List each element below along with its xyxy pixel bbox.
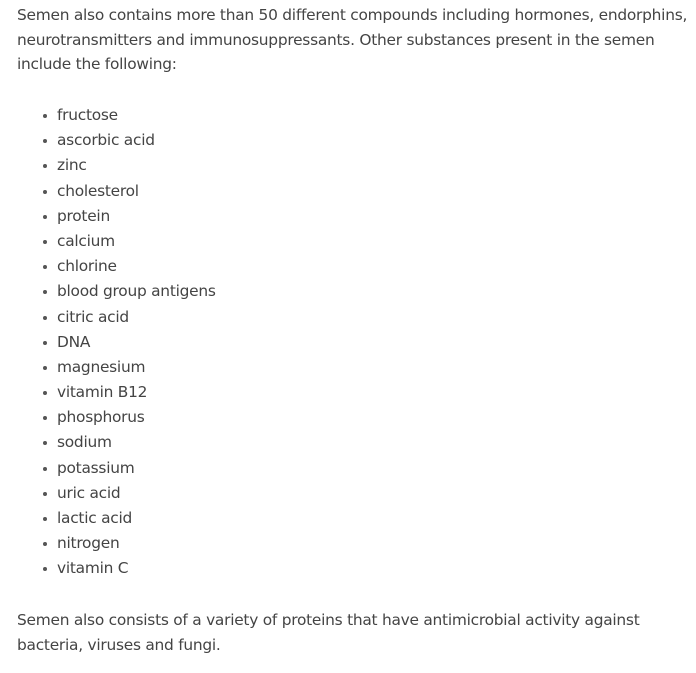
list-item — [17, 506, 216, 531]
list-item-label: vitamin C — [57, 559, 129, 578]
list-item — [17, 405, 216, 430]
list-item-label: DNA — [57, 332, 91, 351]
intro-line: Semen also contains more than 50 different compounds including hormones, endorphins, — [17, 6, 688, 24]
list-item — [17, 430, 216, 455]
closing-line: Semen also consists of a variety of proteins that have antimicrobial activity against — [17, 611, 640, 629]
closing-line: bacteria, viruses and fungi. — [17, 635, 221, 654]
list-item-label: lactic acid — [57, 509, 133, 527]
list-item — [17, 279, 216, 304]
list-item — [17, 380, 216, 405]
bullet-icon — [43, 164, 47, 168]
list-item-label: phosphorus — [57, 408, 145, 427]
list-item-label: fructose — [57, 106, 118, 124]
list-item — [17, 254, 216, 279]
bullet-icon — [43, 139, 47, 143]
bullet-icon — [43, 215, 47, 219]
closing-paragraph — [17, 608, 639, 657]
intro-line: neurotransmitters and immunosuppressants. Other substances present in the semen — [17, 30, 655, 49]
list-item — [17, 229, 216, 254]
list-item — [17, 153, 216, 178]
bullet-icon — [43, 391, 47, 395]
bullet-icon — [43, 517, 47, 521]
list-item-label: ascorbic acid — [57, 131, 155, 150]
bullet-icon — [43, 492, 47, 496]
list-item — [17, 481, 216, 506]
bullet-icon — [43, 467, 47, 471]
bullet-icon — [43, 542, 47, 546]
list-item-label: cholesterol — [57, 181, 139, 200]
bullet-icon — [43, 114, 47, 118]
list-item — [17, 103, 216, 128]
bullet-icon — [43, 316, 47, 320]
list-item — [17, 305, 216, 330]
list-item — [17, 330, 216, 355]
list-item — [17, 456, 216, 481]
bullet-icon — [43, 240, 47, 244]
list-item-label: vitamin B12 — [57, 383, 148, 402]
list-item-label: potassium — [57, 458, 135, 477]
list-item — [17, 128, 216, 153]
bullet-icon — [43, 265, 47, 269]
bullet-icon — [43, 366, 47, 370]
substances-list — [17, 103, 216, 582]
list-item — [17, 556, 216, 581]
list-item — [17, 204, 216, 229]
bullet-icon — [43, 567, 47, 571]
list-item-label: citric acid — [57, 307, 129, 326]
list-item-label: sodium — [57, 433, 112, 452]
list-item-label: magnesium — [57, 357, 146, 376]
list-item-label: chlorine — [57, 257, 117, 276]
bullet-icon — [43, 341, 47, 345]
bullet-icon — [43, 416, 47, 420]
intro-paragraph — [17, 3, 687, 77]
list-item-label: nitrogen — [57, 534, 120, 553]
bullet-icon — [43, 441, 47, 445]
list-item — [17, 355, 216, 380]
list-item-label: uric acid — [57, 483, 121, 502]
list-item-label: calcium — [57, 231, 115, 250]
list-item-label: blood group antigens — [57, 282, 216, 301]
list-item — [17, 179, 216, 204]
list-item-label: zinc — [57, 156, 87, 175]
bullet-icon — [43, 290, 47, 294]
bullet-icon — [43, 190, 47, 194]
list-item-label: protein — [57, 206, 110, 225]
list-item — [17, 531, 216, 556]
intro-line: include the following: — [17, 55, 177, 73]
